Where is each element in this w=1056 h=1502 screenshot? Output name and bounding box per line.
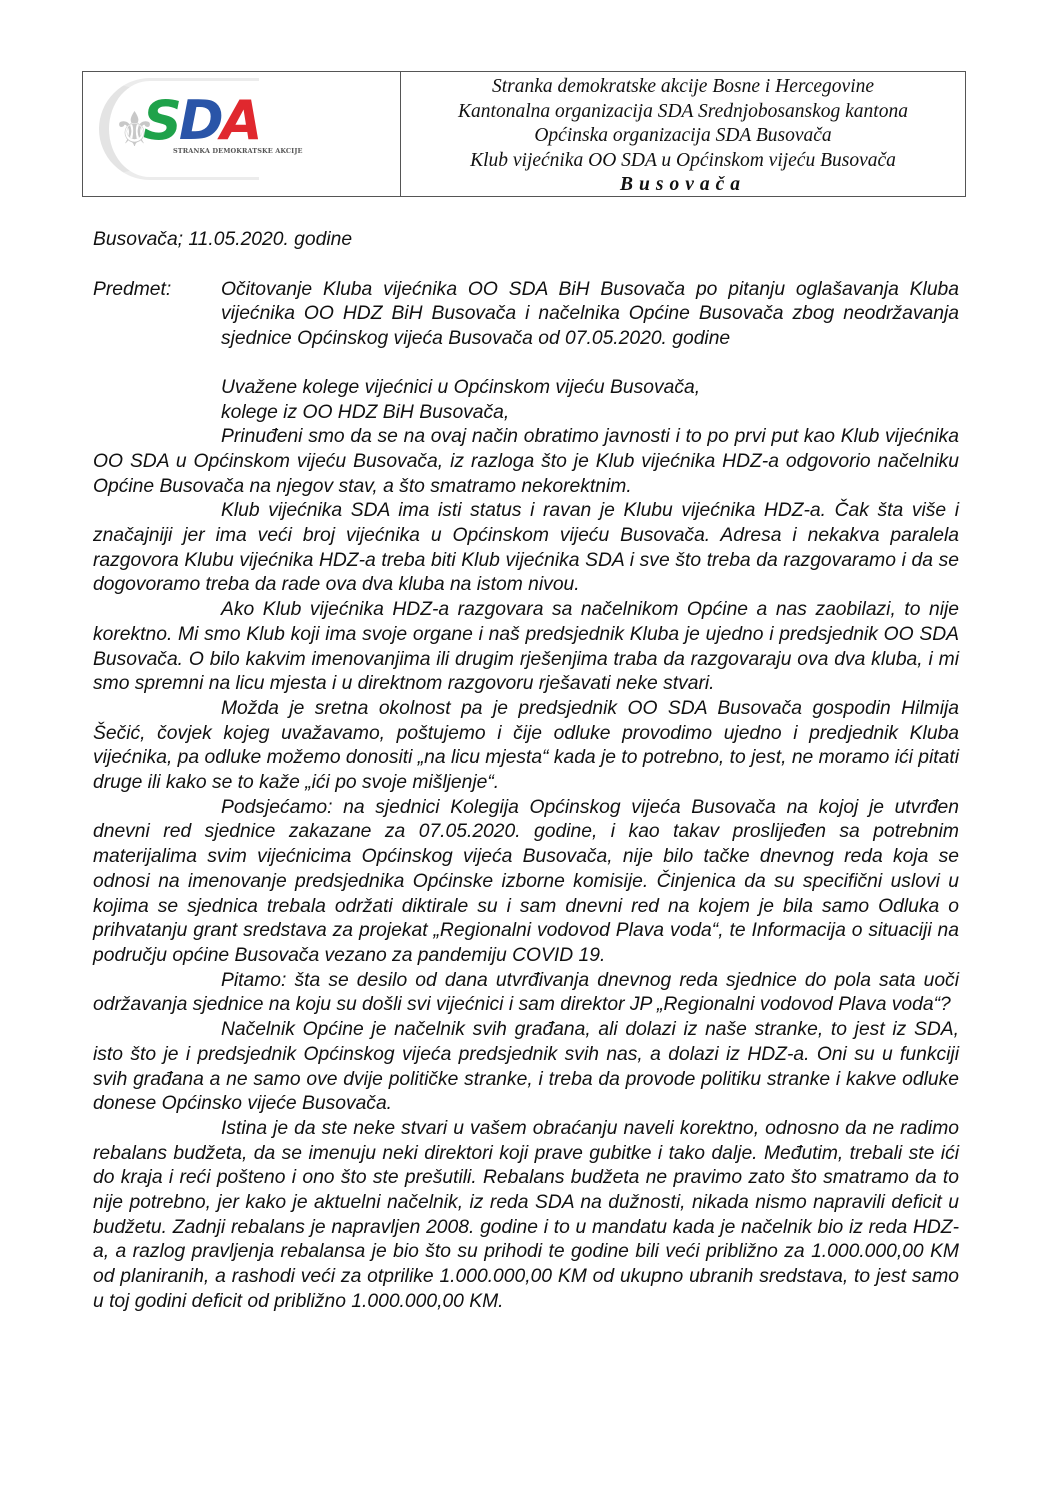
paragraph: Načelnik Općine je načelnik svih građana, ali dolazi iz naše stranke, to jest iz SDA, isto što je i predsjednik Općinskog vijeća predsjednik svih nas, a dolazi iz HDZ-a. Oni su u funkciji svih građana a ne samo ove dvije političke stranke, i treba da provode politiku stranke i kakve odluke donese Općinsko vijeće Busovača.: [93, 1019, 959, 1115]
org-line: Klub vijećnika OO SDA u Općinskom vijeću Busovača: [470, 149, 896, 171]
date-line: Busovača; 11.05.2020. godine: [93, 229, 353, 250]
paragraph: Možda je sretna okolnost pa je predsjednik OO SDA Busovača gospodin Hilmija Šečić, čovjek kojeg uvažavamo, poštujemo i čije odluke provodimo ujedno i predjednik Kluba vijećnika, pa odluke možemo donositi „na licu mjesta“ kada je to potrebno, to jest, ne moramo ići pitati druge ili kako se to kaže „ići po svoje mišljenje“.: [93, 697, 959, 794]
paragraph: Ako Klub vijećnika HDZ-a razgovara sa načelnikom Općine a nas zaobilazi, to nije korektno. Mi smo Klub koji ima svoje organe i naš predsjednik Kluba je ujedno i predsjednik OO SDA Busovača. O bilo kakvim imenovanjima ili drugim rješenjima traba da razgovaraju ova dva kluba, i mi smo spremni na licu mjesta i u direktnom razgovoru rješavati neke stvari.: [93, 599, 959, 695]
logo-letter-s: S: [143, 89, 179, 152]
paragraph: Podsjećamo: na sjednici Kolegija Općinskog vijeća Busovača na kojoj je utvrđen dnevni red sjednice zakazane za 07.05.2020. godine, i kao takav proslijeđen sa potrebnim materijalima svim vijećnicima Općinskog vijeća Busovača, nije bilo tačke dnevnog reda koja se odnosi na imenovanje predsjednika Općinske izborne komisije. Činjenica da su specifični uslovi u kojima se sjednica trebala održati diktirale su i sam dnevni red na kojem je bila samo Odluka o prihvatanju grant sredstava za projekat „Regionalni vodovod Plava voda“, te Informacija o situaciji na području općine Busovača vezano za pandemiju COVID 19.: [93, 796, 959, 966]
logo-letter-a: A: [220, 89, 260, 152]
org-city: Busovača: [620, 174, 746, 195]
letterhead: [82, 71, 966, 197]
logo-cell: [83, 72, 401, 196]
sda-logo: [143, 89, 260, 152]
org-line: Općinska organizacija SDA Busovača: [534, 125, 832, 146]
paragraph: Klub vijećnika SDA ima isti status i ravan je Klubu vijećnika HDZ-a. Čak šta više i značajniji jer ima veći broj vijećnika u Općinskom vijeću Busovača. Adresa i nekakva paralela razgovora Klubu vijećnika HDZ-a treba biti Klub vijećnika SDA i sve što treba da razgovaramo i da se dogovoramo treba da rade ova dva kluba na istom nivou.: [93, 500, 959, 596]
org-line: Kantonalna organizacija SDA Srednjobosanskog kantona: [458, 100, 908, 122]
greeting-line: kolege iz OO HDZ BiH Busovača,: [221, 401, 510, 423]
greeting-line: Uvažene kolege vijećnici u Općinskom vijeću Busovača,: [221, 376, 701, 398]
org-line: Stranka demokratske akcije Bosne i Hercegovine: [491, 76, 875, 97]
paragraph: Prinuđeni smo da se na ovaj način obratimo javnosti i to po prvi put kao Klub vijećnika OO SDA u Općinskom vijeću Busovača, iz razloga što je Klub vijećnika HDZ-a odgovorio načelniku Općine Busovača na njegov stav, a što smatramo nekorektnim.: [93, 426, 959, 497]
subject-text: Očitovanje Kluba vijećnika OO SDA BiH Busovača po pitanju oglašavanja Kluba vijećnika OO HDZ BiH Busovača i načelnika Općine Busovača zbog neodržavanja sjednice Općinskog vijeća Busovača od 07.05.2020. godine: [221, 278, 959, 350]
paragraph: Istina je da ste neke stvari u vašem obraćanju naveli korektno, odnosno da ne radimo rebalans budžeta, da se imenuju neki direktori koji prave gubitke i tako dalje. Međutim, trebali ste ići do kraja i reći pošteno i ono što ste prešutili. Rebalans budžeta ne pravimo zato što smatramo da to nije potrebno, jer kako je aktuelni načelnik, iz reda SDA na dužnosti, nikada nismo napravili deficit u budžetu. Zadnji rebalans je napravljen 2008. godine i to u mandatu kada je načelnik bio iz reda HDZ-a, a razlog pravljenja rebalansa je bio što su prihodi te godine bili veći približno za 1.000.000,00 KM od planiranih, a rashodi veći za otprilike 1.000.000,00 KM od ukupno ubranih sredstava, to jest samo u toj godini deficit od približno 1.000.000,00 KM.: [93, 1117, 959, 1312]
subject-label: Predmet:: [93, 278, 172, 300]
organization-info: [401, 72, 965, 196]
subject: [93, 278, 959, 352]
paragraph: Pitamo: šta se desilo od dana utvrđivanja dnevnog reda sjednice do pola sata uoči održavanja sjednice na koju su došli svi vijećnici i sam direktor JP „Regionalni vodovod Plava voda“?: [93, 969, 959, 1016]
fleur-de-lis-icon: ⚜: [113, 102, 157, 158]
logo-subtitle: STRANKA DEMOKRATSKE AKCIJE: [173, 147, 303, 155]
logo-letter-d: D: [178, 89, 221, 152]
document-body: [93, 228, 959, 1315]
